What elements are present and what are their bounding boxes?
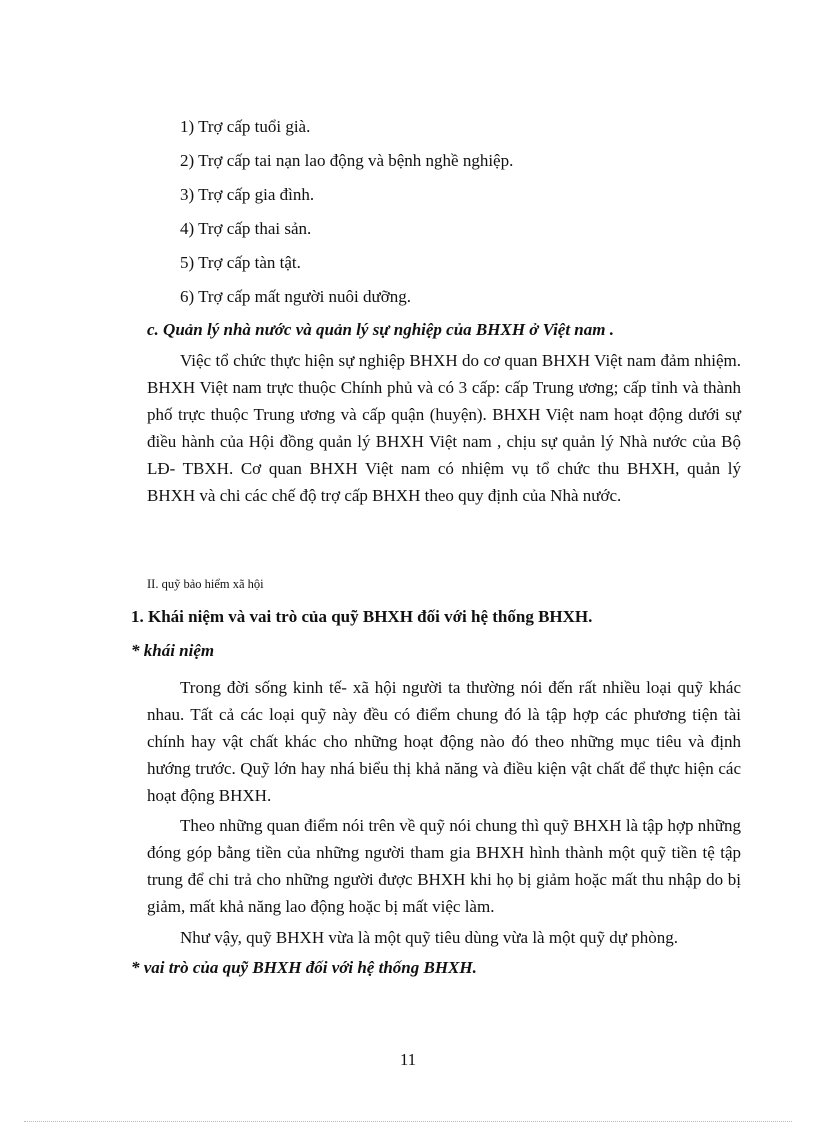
list-item: 4) Trợ cấp thai sản. xyxy=(180,219,312,238)
paragraph: Trong đời sống kinh tế- xã hội người ta thường nói đến rất nhiều loại quỹ khác nhau. Tất cả các loại quỹ này đều có điểm chung đó là tập hợp các phương tiện tài chính hay vật chất khác cho những hoạt động nào đó theo những mục tiêu và định hướng trước. Quỹ lớn hay nhá biểu thị khả năng và điều kiện vật chất để thực hiện các hoạt động BHXH. xyxy=(147,678,741,805)
khai-niem-heading: * khái niệm xyxy=(131,641,215,660)
section-c-heading: c. Quản lý nhà nước và quản lý sự nghiệp của BHXH ở Việt nam . xyxy=(147,320,614,339)
vai-tro-heading: * vai trò của quỹ BHXH đối với hệ thống BHXH. xyxy=(131,958,477,977)
list-item: 2) Trợ cấp tai nạn lao động và bệnh nghề nghiệp. xyxy=(180,151,514,170)
khai-niem-body-2 xyxy=(147,812,741,920)
list-item: 5) Trợ cấp tàn tật. xyxy=(180,253,301,272)
khai-niem-body-1 xyxy=(147,674,741,809)
list-item: 6) Trợ cấp mất người nuôi dưỡng. xyxy=(180,287,411,306)
list-item: 1) Trợ cấp tuổi già. xyxy=(180,117,311,136)
paragraph: Việc tổ chức thực hiện sự nghiệp BHXH do cơ quan BHXH Việt nam đảm nhiệm. BHXH Việt nam trực thuộc Chính phủ và có 3 cấp: cấp Trung ương; cấp tỉnh và thành phố trực thuộc Trung ương và cấp quận (huyện). BHXH Việt nam hoạt động dưới sự điều hành của Hội đồng quản lý BHXH Việt nam , chịu sự quản lý Nhà nước của Bộ LĐ- TBXH. Cơ quan BHXH Việt nam có nhiệm vụ tổ chức thu BHXH, quản lý BHXH và chi các chế độ trợ cấp BHXH theo quy định của Nhà nước. xyxy=(147,351,741,505)
section-ii-heading: II. quỹ bảo hiểm xã hội xyxy=(147,577,264,591)
page-bottom-rule xyxy=(24,1121,792,1122)
page-number: 11 xyxy=(399,1050,417,1069)
section-c-body xyxy=(147,347,741,509)
paragraph: Theo những quan điểm nói trên về quỹ nói chung thì quỹ BHXH là tập hợp những đóng góp bằng tiền của những người tham gia BHXH hình thành một quỹ tiền tệ tập trung để chi trả cho những người được BHXH khi họ bị giảm hoặc mất thu nhập do bị giảm, mất khả năng lao động hoặc bị mất việc làm. xyxy=(147,816,741,916)
khai-niem-body-3 xyxy=(147,924,741,951)
paragraph: Như vậy, quỹ BHXH vừa là một quỹ tiêu dùng vừa là một quỹ dự phòng. xyxy=(180,928,679,947)
list-item: 3) Trợ cấp gia đình. xyxy=(180,185,315,204)
section-1-heading: 1. Khái niệm và vai trò của quỹ BHXH đối với hệ thống BHXH. xyxy=(131,607,593,626)
